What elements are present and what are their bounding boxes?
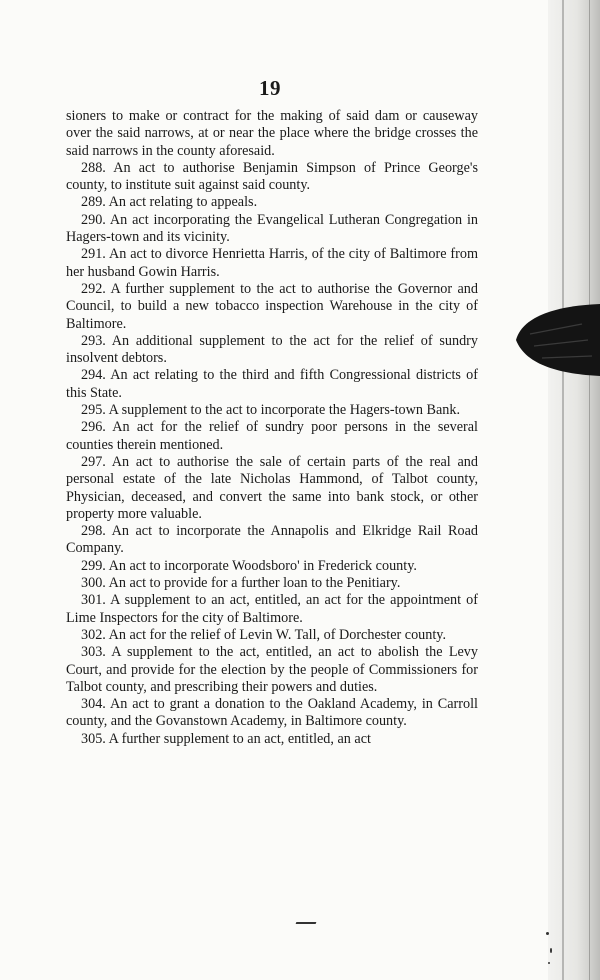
page-number: 19 — [259, 76, 281, 100]
scan-speck — [550, 948, 552, 953]
list-item: 300. An act to provide for a further loan to the Penitiary. — [81, 575, 401, 592]
list-item: 291. An act to divorce Henrietta Harris, of the city of Baltimore from her husband Gowin Harris. — [66, 246, 478, 280]
list-item: 297. An act to authorise the sale of certain parts of the real and personal estate of the late Nicholas Hammond, of Talbot county, Physician, deceased, and convert the same into bank stock, or other property more valuable. — [66, 453, 478, 522]
list-item: 292. A further supplement to the act to authorise the Governor and Council, to build a new tobacco inspection Warehouse in the city of Baltimore. — [66, 280, 478, 332]
list-item: 290. An act incorporating the Evangelical Lutheran Congregation in Hagers-town and its vicinity. — [66, 211, 478, 246]
black-tab-mark — [512, 300, 600, 378]
act-list — [66, 108, 478, 748]
list-item: 304. An act to grant a donation to the Oakland Academy, in Carroll county, and the Govanstown Academy, in Baltimore county. — [66, 696, 478, 730]
list-item: 299. An act to incorporate Woodsboro' in Frederick county. — [81, 557, 417, 574]
scan-speck — [546, 932, 549, 935]
list-item: 289. An act relating to appeals. — [81, 194, 258, 211]
list-item: 302. An act for the relief of Levin W. Tall, of Dorchester county. — [81, 626, 447, 643]
page-edge-line — [562, 0, 564, 980]
list-item: sioners to make or contract for the making of said dam or causeway over the said narrows, at or near the place where the bridge crosses the said narrows in the county aforesaid. — [66, 108, 478, 159]
list-item: 303. A supplement to the act, entitled, an act to abolish the Levy Court, and provide for the election by the people of Commissioners for Talbot county, and prescribing their powers and duties. — [66, 644, 478, 695]
footer-dash — [296, 922, 317, 924]
scan-speck — [548, 962, 550, 964]
list-item: 295. A supplement to the act to incorporate the Hagers-town Bank. — [81, 402, 461, 419]
list-item: 305. A further supplement to an act, entitled, an act — [81, 730, 371, 747]
list-item: 298. An act to incorporate the Annapolis and Elkridge Rail Road Company. — [66, 523, 478, 557]
page-binding-edge — [548, 0, 600, 980]
list-item: 288. An act to authorise Benjamin Simpson of Prince George's county, to institute suit against said county. — [66, 159, 478, 194]
list-item: 294. An act relating to the third and fifth Congressional districts of this State. — [66, 367, 478, 401]
list-item: 301. A supplement to an act, entitled, an act for the appointment of Lime Inspectors for the city of Baltimore. — [66, 592, 478, 626]
list-item: 296. An act for the relief of sundry poor persons in the several counties therein mentioned. — [66, 419, 478, 453]
list-item: 293. An additional supplement to the act for the relief of sundry insolvent debtors. — [66, 332, 478, 367]
page-edge-line — [589, 0, 590, 980]
